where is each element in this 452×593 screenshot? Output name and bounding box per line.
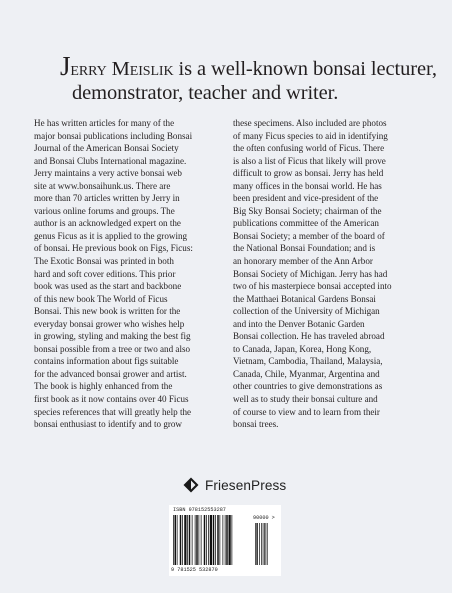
- bio-line: The Exotic Bonsai was printed in both: [34, 256, 174, 267]
- bio-line: Vietnam, Cambodia, Thailand, Malaysia,: [233, 356, 383, 367]
- bio-line: publications committee of the American: [233, 218, 379, 229]
- bio-line: site at www.bonsaihunk.us. There are: [34, 180, 171, 191]
- barcode-addon-text: 90000 >: [253, 515, 275, 521]
- bio-line: of this new book The World of Ficus: [34, 293, 168, 304]
- bio-line: various online forums and groups. The: [34, 205, 175, 216]
- bio-line: bonsai trees.: [233, 419, 279, 430]
- friesenpress-logo-icon: [183, 477, 199, 493]
- bio-line: and into the Denver Botanic Garden: [233, 318, 365, 329]
- bio-line: in growing, styling and making the best fig: [34, 331, 191, 342]
- bio-line: for the advanced bonsai grower and artist.: [34, 368, 187, 379]
- bio-line: major bonsai publications including Bonsai: [34, 130, 193, 141]
- bio-line: Bonsai Society of Michigan. Jerry has had: [233, 268, 388, 279]
- bio-line: hard and soft cover editions. This prior: [34, 268, 176, 279]
- bio-line: He has written articles for many of the: [34, 118, 175, 128]
- bio-line: genus Ficus as it is applied to the growing: [34, 230, 188, 241]
- bio-line: Big Sky Bonsai Society; chairman of the: [233, 205, 382, 216]
- ean-text: 9 781525 532870: [171, 567, 218, 573]
- bio-line: the National Bonsai Foundation; and is: [233, 243, 376, 254]
- publisher-logo: [183, 474, 286, 496]
- intro-line-1-rest: is a well-known bonsai lecturer,: [173, 58, 437, 80]
- bio-line: everyday bonsai grower who wishes help: [34, 318, 185, 329]
- bio-line: more than 70 articles written by Jerry in: [34, 193, 180, 204]
- bio-line: species references that will greatly help the: [34, 406, 192, 417]
- publisher-name: FriesenPress: [205, 477, 287, 493]
- bio-line: of course to view and to learn from their: [233, 406, 380, 417]
- bio-line: Bonsai collection. He has traveled abroad: [233, 331, 385, 342]
- bio-line: contains information about figs suitable: [34, 356, 179, 367]
- isbn-text: ISBN 978152553287: [173, 507, 226, 513]
- bio-line: bonsai enthusiast to identify and to grow: [34, 419, 183, 430]
- bio-line: Jerry maintains a very active bonsai web: [34, 168, 182, 179]
- bio-line: many offices in the bonsai world. He has: [233, 180, 382, 191]
- intro-line-2: demonstrator, teacher and writer.: [72, 82, 339, 104]
- bio-line: the Matthaei Botanical Gardens Bonsai: [233, 293, 376, 304]
- bio-line: to Canada, Japan, Korea, Hong Kong,: [233, 343, 372, 354]
- bio-line: been president and vice-president of the: [233, 193, 379, 204]
- author-name-small-caps: erry Meislik: [70, 58, 174, 80]
- bio-line: well as to study their bonsai culture and: [233, 394, 378, 405]
- bio-line: bonsai possible from a tree or two and also: [34, 343, 191, 354]
- barcode-bars: [173, 515, 277, 567]
- bio-line: Canada, Chile, Myanmar, Argentina and: [233, 368, 380, 379]
- intro-line-1: [60, 51, 437, 81]
- bio-line: The book is highly enhanced from the: [34, 381, 173, 392]
- bio-column-left: [34, 117, 226, 431]
- bio-line: the often confusing world of Ficus. There: [233, 143, 385, 154]
- bio-line: Journal of the American Bonsai Society: [34, 143, 179, 154]
- author-intro-heading: [60, 51, 437, 105]
- intro-drop-cap: J: [60, 51, 71, 81]
- bio-line: of many Ficus species to aid in identifying: [233, 130, 388, 141]
- bio-column-right: [233, 117, 425, 431]
- bio-line: two of his masterpiece bonsai accepted into: [233, 281, 392, 292]
- bio-line: first book as it now contains over 40 Ficus: [34, 394, 189, 405]
- bio-line: is also a list of Ficus that likely will prove: [233, 155, 386, 166]
- bio-line: of bonsai. He previous book on Figs, Ficus:: [34, 243, 193, 254]
- isbn-barcode: [169, 505, 281, 576]
- bio-line: collection of the University of Michigan: [233, 306, 380, 317]
- bio-line: Bonsai Society; a member of the board of: [233, 230, 385, 241]
- bio-line: difficult to grow as bonsai. Jerry has held: [233, 168, 384, 179]
- bio-line: an honorary member of the Ann Arbor: [233, 256, 373, 267]
- bio-line: and Bonsai Clubs International magazine.: [34, 155, 187, 166]
- bio-line: book was used as the start and backbone: [34, 281, 182, 292]
- bio-line: these specimens. Also included are photos: [233, 118, 387, 128]
- bio-line: author is an acknowledged expert on the: [34, 218, 181, 229]
- bio-line: Bonsai. This new book is written for the: [34, 306, 181, 317]
- bio-line: other countries to give demonstrations as: [233, 381, 383, 392]
